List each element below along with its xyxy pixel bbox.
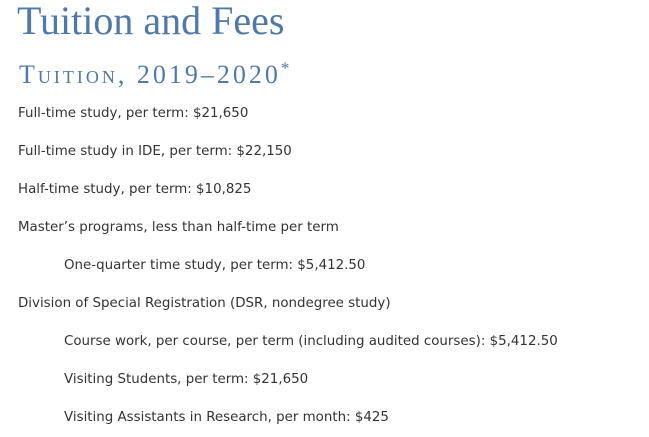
fee-item-masters-less-than-half-time: Master’s programs, less than half-time per term (18, 220, 339, 235)
fee-subitem-visiting-students: Visiting Students, per term: $21,650 (64, 372, 309, 387)
fee-item-full-time-ide: Full-time study in IDE, per term: $22,150 (18, 144, 292, 159)
fee-subitem-visiting-assistants: Visiting Assistants in Research, per month: $425 (64, 410, 389, 425)
section-heading-tuition (19, 59, 289, 91)
fee-item-special-registration: Division of Special Registration (DSR, nondegree study) (18, 296, 391, 311)
fee-subitem-course-work: Course work, per course, per term (including audited courses): $5,412.50 (64, 334, 558, 349)
footnote-marker: * (280, 58, 290, 78)
section-heading-text: Tuition, 2019–2020 (19, 60, 281, 89)
fee-item-half-time: Half-time study, per term: $10,825 (18, 182, 252, 197)
page-title: Tuition and Fees (17, 0, 285, 43)
fee-subitem-one-quarter-time: One-quarter time study, per term: $5,412.50 (64, 258, 366, 273)
fee-item-full-time: Full-time study, per term: $21,650 (18, 106, 249, 121)
